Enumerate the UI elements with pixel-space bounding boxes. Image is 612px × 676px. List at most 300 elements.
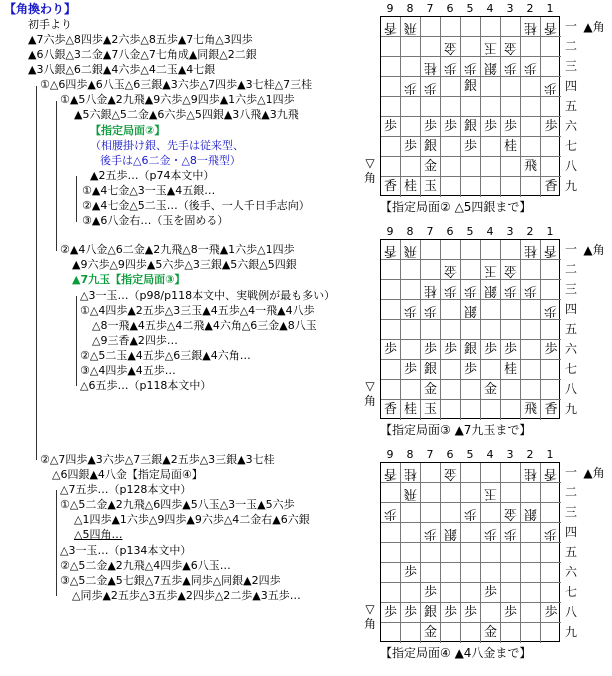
board-square xyxy=(501,523,521,543)
sente-piece: 金 xyxy=(423,159,437,174)
board-square xyxy=(381,400,401,420)
board-square xyxy=(501,483,521,503)
board-square xyxy=(421,563,441,583)
board-square xyxy=(401,240,421,260)
position-note: （相腰掛け銀、先手は従来型、 xyxy=(90,139,244,152)
gote-piece: 銀 xyxy=(483,283,497,298)
board-square xyxy=(381,320,401,340)
board-square xyxy=(541,117,561,137)
board-square xyxy=(501,280,521,300)
board-square xyxy=(381,563,401,583)
branch-1-1: ①▲5八金▲2九飛▲9六歩△9四歩▲1六歩△1四歩 xyxy=(60,93,295,106)
rank-label: 五 xyxy=(564,322,577,336)
board-square xyxy=(421,400,441,420)
sente-piece: 桂 xyxy=(503,139,517,154)
board-square xyxy=(421,380,441,400)
file-label: 7 xyxy=(426,2,434,15)
move-line: ▲9六歩△9四歩▲5六歩△3三銀▲5六銀△5四銀 xyxy=(72,258,297,271)
sente-piece: 飛 xyxy=(523,159,537,174)
board-square xyxy=(481,37,501,57)
board-square xyxy=(381,117,401,137)
gote-piece: 歩 xyxy=(423,303,437,318)
rank-label: 二 xyxy=(564,39,577,53)
gote-piece: 歩 xyxy=(503,526,517,541)
sente-piece: 飛 xyxy=(523,402,537,417)
tree-line xyxy=(76,176,77,222)
board-square xyxy=(421,177,441,197)
file-label: 5 xyxy=(466,225,474,238)
gote-piece: 歩 xyxy=(423,80,437,95)
board-square xyxy=(481,380,501,400)
board-square xyxy=(481,177,501,197)
board-square xyxy=(461,583,481,603)
rank-label: 九 xyxy=(564,402,577,416)
board-square xyxy=(521,240,541,260)
board-square xyxy=(421,97,441,117)
rank-label: 五 xyxy=(564,99,577,113)
board-square xyxy=(501,623,521,643)
board-square xyxy=(381,360,401,380)
rank-label: 九 xyxy=(564,625,577,639)
file-labels xyxy=(380,225,560,239)
board-caption: 【指定局面② △5四銀まで】 xyxy=(380,200,532,214)
gote-piece: 桂 xyxy=(423,60,437,75)
board-square xyxy=(421,280,441,300)
move-line: ▲6八銀△3二金▲7八金△7七角成▲同銀△2二銀 xyxy=(28,48,257,61)
board-square xyxy=(521,280,541,300)
board-square xyxy=(481,583,501,603)
file-label: 4 xyxy=(486,2,494,15)
move-line: ▲2五歩…（p74本文中） xyxy=(90,169,215,182)
board-square xyxy=(461,17,481,37)
board-square xyxy=(381,300,401,320)
gote-piece: 金 xyxy=(443,466,457,481)
board-square xyxy=(521,300,541,320)
board-square xyxy=(481,603,501,623)
sente-piece: 銀 xyxy=(423,362,437,377)
board-caption: 【指定局面③ ▲7九玉まで】 xyxy=(380,423,532,437)
gote-piece: 香 xyxy=(544,466,558,481)
board-square xyxy=(461,177,481,197)
board-square xyxy=(461,37,481,57)
board-square xyxy=(421,240,441,260)
board-square xyxy=(381,463,401,483)
gote-piece: 金 xyxy=(503,506,517,521)
board-square xyxy=(381,57,401,77)
move-line: ①△5二金▲2九飛△6四歩▲5八玉△3一玉▲5六歩 xyxy=(60,498,295,511)
board-square xyxy=(521,543,541,563)
tree-line xyxy=(56,490,57,596)
move-line: △1四歩▲1六歩△9四歩▲9六歩△4二金右▲6六銀 xyxy=(74,513,310,526)
board-square xyxy=(401,57,421,77)
board-square xyxy=(541,77,561,97)
rank-label: 七 xyxy=(564,585,577,599)
sente-piece: 歩 xyxy=(383,605,397,620)
board-square xyxy=(541,603,561,623)
move-line: ①▲4七金△3一玉▲4五銀… xyxy=(82,184,216,197)
board-square xyxy=(421,260,441,280)
board-square xyxy=(541,563,561,583)
board-square xyxy=(501,57,521,77)
board-square xyxy=(481,623,501,643)
branch-2: ②△7四歩▲3六歩△7三銀▲2五歩△3三銀▲3七桂 xyxy=(40,453,275,466)
board-square xyxy=(461,503,481,523)
board-square xyxy=(401,503,421,523)
file-label: 5 xyxy=(466,448,474,461)
move-line: ②△5二金▲2九飛△4四歩▲6八玉… xyxy=(60,559,231,572)
sente-piece: 歩 xyxy=(403,565,417,580)
file-label: 2 xyxy=(526,2,534,15)
gote-piece: 銀 xyxy=(483,60,497,75)
board-square xyxy=(401,300,421,320)
board-square xyxy=(381,340,401,360)
board-square xyxy=(441,583,461,603)
board-square xyxy=(381,177,401,197)
board-square xyxy=(461,483,481,503)
board-square xyxy=(521,340,541,360)
board-square xyxy=(401,623,421,643)
board-square xyxy=(541,240,561,260)
tree-line xyxy=(76,296,77,386)
sente-piece: 銀 xyxy=(463,119,477,134)
file-label: 1 xyxy=(546,2,554,15)
board-square xyxy=(541,260,561,280)
file-label: 4 xyxy=(486,448,494,461)
board-square xyxy=(501,97,521,117)
board-square xyxy=(381,483,401,503)
board-square xyxy=(461,280,481,300)
sente-piece: 香 xyxy=(383,179,397,194)
sente-piece: 歩 xyxy=(503,605,517,620)
board-square xyxy=(541,37,561,57)
gote-piece: 香 xyxy=(544,20,558,35)
page-title: 【角換わり】 xyxy=(4,2,77,16)
board-square xyxy=(461,117,481,137)
board-square xyxy=(501,77,521,97)
move-line: △8一飛▲4五歩△4二飛▲4六角△6三金▲8八玉 xyxy=(92,319,317,332)
board-square xyxy=(421,623,441,643)
gote-piece: 歩 xyxy=(544,80,558,95)
board-square xyxy=(381,583,401,603)
board-square xyxy=(501,320,521,340)
gote-piece: 飛 xyxy=(403,243,417,258)
board-square xyxy=(421,37,441,57)
board-square xyxy=(421,583,441,603)
board-square xyxy=(461,380,481,400)
gote-piece: 歩 xyxy=(383,506,397,521)
board-square xyxy=(441,97,461,117)
sente-piece: 歩 xyxy=(443,342,457,357)
board-square xyxy=(501,300,521,320)
file-label: 5 xyxy=(466,2,474,15)
board-square xyxy=(401,280,421,300)
board-square xyxy=(401,360,421,380)
board-square xyxy=(401,340,421,360)
file-label: 7 xyxy=(426,448,434,461)
move-line: ▲7六歩△8四歩▲2六歩△8五歩▲7七角△3四歩 xyxy=(28,33,253,46)
board-square xyxy=(501,603,521,623)
board-square xyxy=(401,483,421,503)
board-square xyxy=(521,157,541,177)
board-square xyxy=(541,177,561,197)
rank-label: 一 xyxy=(564,465,577,479)
board-square xyxy=(401,583,421,603)
sente-piece: 歩 xyxy=(383,342,397,357)
rank-label: 三 xyxy=(564,505,577,519)
board-square xyxy=(401,260,421,280)
board-square xyxy=(441,523,461,543)
move-line: ①△4四歩▲2五歩△3三玉▲4五歩△4一飛▲4八歩 xyxy=(80,304,315,317)
board-square xyxy=(421,360,441,380)
gote-piece: 銀 xyxy=(443,526,457,541)
board-square xyxy=(461,260,481,280)
file-label: 2 xyxy=(526,225,534,238)
gote-piece: 歩 xyxy=(463,60,477,75)
file-labels xyxy=(380,2,560,16)
rank-label: 六 xyxy=(564,342,577,356)
board-square xyxy=(481,543,501,563)
file-label: 6 xyxy=(446,225,454,238)
board-square xyxy=(541,400,561,420)
board-square xyxy=(541,280,561,300)
file-label: 9 xyxy=(386,225,394,238)
board-square xyxy=(521,77,541,97)
shogi-board xyxy=(380,462,560,642)
board-square xyxy=(441,400,461,420)
position-note: 後手は△6二金・△8一飛型） xyxy=(100,154,241,167)
pieces-in-hand-label: ▽角 xyxy=(363,602,376,631)
board-square xyxy=(381,503,401,523)
file-label: 6 xyxy=(446,2,454,15)
sente-piece: 歩 xyxy=(443,605,457,620)
board-square xyxy=(461,77,481,97)
sente-piece: 桂 xyxy=(403,402,417,417)
board-square xyxy=(421,603,441,623)
board-square xyxy=(521,400,541,420)
board-square xyxy=(441,320,461,340)
board-4 xyxy=(362,448,612,668)
board-square xyxy=(421,117,441,137)
board-square xyxy=(541,340,561,360)
gote-piece: 歩 xyxy=(423,526,437,541)
board-square xyxy=(501,563,521,583)
board-square xyxy=(521,260,541,280)
gote-piece: 桂 xyxy=(403,466,417,481)
board-square xyxy=(381,240,401,260)
board-square xyxy=(441,300,461,320)
board-square xyxy=(461,360,481,380)
sente-piece: 歩 xyxy=(544,119,558,134)
branch-1: ①△6四歩▲6八玉△6三銀▲3六歩△7四歩▲3七桂△7三桂 xyxy=(40,78,313,91)
gote-piece: 歩 xyxy=(503,283,517,298)
rank-label: 四 xyxy=(564,302,577,316)
move-line: △3一玉…（p134本文中） xyxy=(60,544,192,557)
board-square xyxy=(441,37,461,57)
board-square xyxy=(421,483,441,503)
sente-piece: 香 xyxy=(544,402,558,417)
gote-piece: 玉 xyxy=(483,40,497,55)
board-square xyxy=(441,503,461,523)
gote-piece: 歩 xyxy=(463,283,477,298)
gote-piece: 歩 xyxy=(523,283,537,298)
gote-piece: 飛 xyxy=(403,20,417,35)
gote-piece: 香 xyxy=(383,20,397,35)
board-square xyxy=(541,300,561,320)
board-square xyxy=(541,623,561,643)
sente-piece: 歩 xyxy=(483,342,497,357)
sente-piece: 歩 xyxy=(383,119,397,134)
board-square xyxy=(401,320,421,340)
gote-piece: 桂 xyxy=(523,466,537,481)
gote-piece: 香 xyxy=(383,243,397,258)
board-square xyxy=(521,117,541,137)
file-label: 3 xyxy=(506,225,514,238)
gote-piece: 歩 xyxy=(503,60,517,75)
gote-piece: 桂 xyxy=(523,20,537,35)
sente-piece: 銀 xyxy=(423,605,437,620)
board-square xyxy=(521,360,541,380)
rank-label: 七 xyxy=(564,139,577,153)
sente-piece: 歩 xyxy=(443,119,457,134)
board-square xyxy=(521,380,541,400)
board-square xyxy=(421,320,441,340)
pieces-in-hand-label: ▽角 xyxy=(363,379,376,408)
rank-label: 五 xyxy=(564,545,577,559)
rank-label: 一 xyxy=(564,19,577,33)
position-label-2: 【指定局面②】 xyxy=(90,124,166,137)
board-square xyxy=(421,57,441,77)
gote-piece: 歩 xyxy=(443,60,457,75)
board-square xyxy=(441,137,461,157)
gote-piece: 歩 xyxy=(443,283,457,298)
board-square xyxy=(461,320,481,340)
board-square xyxy=(481,97,501,117)
board-square xyxy=(521,97,541,117)
board-square xyxy=(461,523,481,543)
board-square xyxy=(501,137,521,157)
rank-label: 八 xyxy=(564,382,577,396)
gote-piece: 玉 xyxy=(483,486,497,501)
board-square xyxy=(501,583,521,603)
board-square xyxy=(521,623,541,643)
board-square xyxy=(521,483,541,503)
board-square xyxy=(441,380,461,400)
board-square xyxy=(481,280,501,300)
gote-piece: 飛 xyxy=(403,486,417,501)
board-square xyxy=(461,603,481,623)
board-square xyxy=(481,360,501,380)
board-square xyxy=(521,17,541,37)
position-label-3: ▲7九玉【指定局面③】 xyxy=(72,273,186,286)
pieces-in-hand-label: ▽角 xyxy=(363,156,376,185)
board-square xyxy=(521,563,541,583)
board-square xyxy=(461,623,481,643)
move-line: △同歩▲2五歩△3五歩▲2四歩△2二歩▲3五歩… xyxy=(72,589,301,602)
board-square xyxy=(501,400,521,420)
sente-piece: 銀 xyxy=(423,139,437,154)
board-square xyxy=(441,463,461,483)
board-square xyxy=(461,57,481,77)
board-square xyxy=(541,523,561,543)
rank-label: 一 xyxy=(564,242,577,256)
board-square xyxy=(481,240,501,260)
board-square xyxy=(481,137,501,157)
board-square xyxy=(501,17,521,37)
sente-piece: 歩 xyxy=(483,585,497,600)
board-square xyxy=(501,380,521,400)
board-square xyxy=(541,320,561,340)
board-square xyxy=(441,77,461,97)
board-square xyxy=(501,37,521,57)
board-square xyxy=(481,117,501,137)
board-square xyxy=(541,97,561,117)
board-square xyxy=(441,280,461,300)
sente-piece: 歩 xyxy=(463,139,477,154)
board-square xyxy=(481,340,501,360)
board-square xyxy=(461,157,481,177)
board-square xyxy=(381,97,401,117)
board-square xyxy=(401,380,421,400)
file-labels xyxy=(380,448,560,462)
move-line: ②△5二玉▲4五歩△6三銀▲4六角… xyxy=(80,349,251,362)
sente-piece: 玉 xyxy=(423,402,437,417)
rank-label: 六 xyxy=(564,565,577,579)
board-square xyxy=(481,523,501,543)
branch-1-2: ②▲4八金△6二金▲2九飛△8一飛▲1六歩△1四歩 xyxy=(60,243,295,256)
move-line: ③△4四歩▲4五歩… xyxy=(80,364,176,377)
board-square xyxy=(481,563,501,583)
rank-label: 六 xyxy=(564,119,577,133)
board-square xyxy=(521,57,541,77)
board-square xyxy=(401,523,421,543)
rank-label: 四 xyxy=(564,525,577,539)
board-square xyxy=(421,137,441,157)
sente-piece: 歩 xyxy=(423,585,437,600)
move-line: △7五歩…（p128本文中） xyxy=(60,483,192,496)
gote-piece: 歩 xyxy=(403,303,417,318)
board-square xyxy=(441,57,461,77)
gote-piece: 金 xyxy=(503,263,517,278)
board-square xyxy=(441,157,461,177)
board-square xyxy=(421,77,441,97)
board-2 xyxy=(362,2,612,222)
sente-piece: 銀 xyxy=(463,342,477,357)
sente-piece: 香 xyxy=(383,402,397,417)
board-square xyxy=(421,503,441,523)
move-line: ▲5六銀△5二金▲6六歩△5四銀▲3八飛▲3九飛 xyxy=(74,108,299,121)
sente-piece: 歩 xyxy=(503,119,517,134)
rank-label: 四 xyxy=(564,79,577,93)
rank-label: 七 xyxy=(564,362,577,376)
board-square xyxy=(401,117,421,137)
tree-line xyxy=(56,101,57,251)
board-square xyxy=(381,260,401,280)
board-square xyxy=(461,463,481,483)
board-square xyxy=(461,137,481,157)
board-square xyxy=(401,77,421,97)
board-square xyxy=(401,177,421,197)
board-square xyxy=(441,543,461,563)
board-square xyxy=(381,77,401,97)
rank-label: 九 xyxy=(564,179,577,193)
board-square xyxy=(541,543,561,563)
board-square xyxy=(481,400,501,420)
pieces-in-hand-label: ▲角 xyxy=(583,20,605,34)
board-caption: 【指定局面④ ▲4八金まで】 xyxy=(380,646,532,660)
sente-piece: 歩 xyxy=(403,139,417,154)
board-square xyxy=(501,503,521,523)
board-square xyxy=(421,523,441,543)
